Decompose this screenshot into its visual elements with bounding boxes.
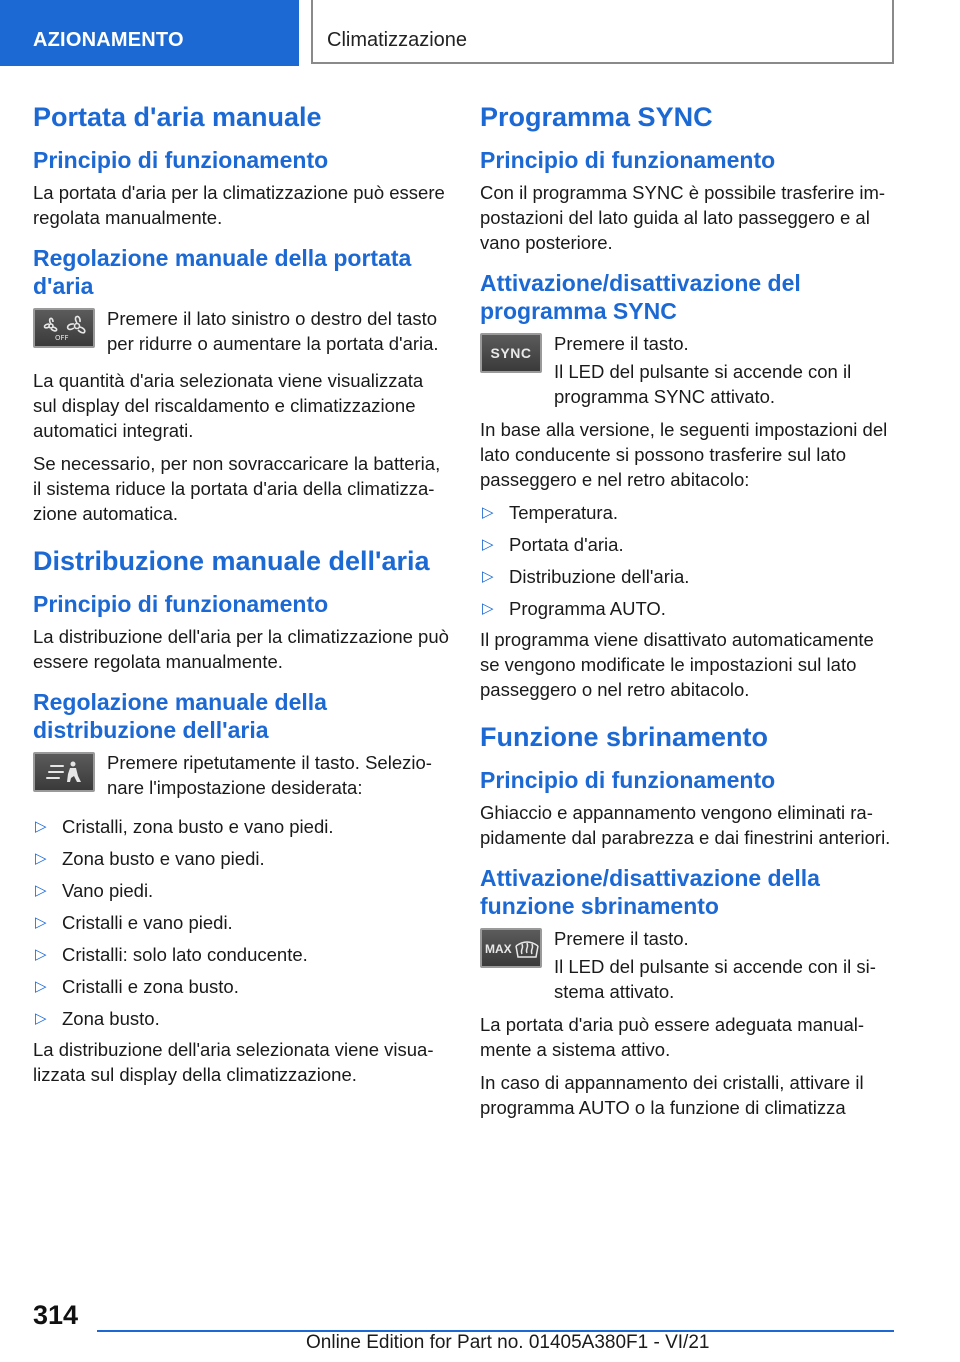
subheading-sync-activation: Attivazione/disattivazione del programma SYNC [480, 270, 801, 324]
list-item: ▷ Distribuzione dell'aria. [482, 566, 690, 587]
header-chapter-label: Climatizzazione [327, 29, 468, 51]
subheading-defrost-activation: Attivazione/disattivazione della funzione sbrinamento [480, 865, 820, 919]
subheading-principle-3: Principio di funzionamento [480, 147, 776, 173]
subheading-manual-air-flow: Regolazione manuale della portata d'aria [33, 245, 412, 299]
subheading-principle-1: Principio di funzionamento [33, 147, 329, 173]
list-item: ▷ Portata d'aria. [482, 534, 624, 555]
sync-button-icon [480, 333, 542, 373]
sync-settings-list [480, 500, 898, 621]
paragraph: La distribuzione dell'aria per la climatizzazione può essere regolata manualmente. [33, 626, 449, 672]
air-distribution-icon [33, 752, 95, 792]
bullet-triangle-icon: ▷ [35, 914, 47, 931]
list-item: ▷ Cristalli, zona busto e vano piedi. [35, 816, 334, 837]
subheading-manual-distribution: Regolazione manuale della distribuzione dell'aria [33, 689, 327, 743]
header-section-tab [0, 0, 299, 66]
section-title-sync: Programma SYNC [480, 102, 713, 132]
paragraph: Se necessario, per non sovraccaricare la batteria, il sistema riduce la portata d'aria della climatizzazione automatica. [33, 453, 441, 524]
paragraph: Il LED del pulsante si accende con il sistema attivato. [554, 956, 876, 1002]
header-section-label: AZIONAMENTO [33, 29, 184, 51]
list-item: ▷ Zona busto e vano piedi. [35, 848, 265, 869]
list-item: ▷ Cristalli: solo lato conducente. [35, 944, 308, 965]
paragraph: La portata d'aria può essere adeguata manualmente a sistema attivo. [480, 1014, 865, 1060]
page-number: 314 [33, 1300, 79, 1330]
paragraph: Premere il tasto. [554, 333, 689, 354]
svg-text:OFF: OFF [55, 334, 69, 342]
left-column [33, 100, 451, 1095]
subheading-principle-4: Principio di funzionamento [480, 767, 776, 793]
bullet-triangle-icon: ▷ [482, 504, 494, 521]
paragraph: La portata d'aria per la climatizzazione può essere regolata manualmente. [33, 182, 445, 228]
subheading-principle-2: Principio di funzionamento [33, 591, 329, 617]
paragraph: In caso di appannamento dei cristalli, attivare il programma AUTO o la funzione di climatizza [480, 1072, 864, 1118]
paragraph: Premere il tasto. [554, 928, 689, 949]
footer-edition: Online Edition for Part no. 01405A380F1 - VI/21 [306, 1332, 710, 1353]
paragraph: La quantità d'aria selezionata viene visualizzata sul display del riscaldamento e climatizzazione automatici integrati. [33, 370, 424, 441]
paragraph: Il LED del pulsante si accende con il programma SYNC attivato. [554, 361, 852, 407]
section-title-air-flow: Portata d'aria manuale [33, 102, 322, 132]
paragraph: Con il programma SYNC è possibile trasferire impostazioni del lato guida al lato passeggero e al vano posteriore. [480, 182, 886, 253]
bullet-triangle-icon: ▷ [35, 1010, 47, 1027]
bullet-triangle-icon: ▷ [35, 850, 47, 867]
bullet-triangle-icon: ▷ [482, 536, 494, 553]
bullet-triangle-icon: ▷ [482, 568, 494, 585]
bullet-triangle-icon: ▷ [35, 882, 47, 899]
distribution-options-list [33, 814, 451, 1031]
fan-button-icon [33, 308, 95, 348]
list-item: ▷ Cristalli e vano piedi. [35, 912, 233, 933]
sync-label: SYNC [490, 345, 532, 361]
air-flow-instruction [33, 306, 451, 362]
paragraph: La distribuzione dell'aria selezionata viene visualizzata sul display della climatizzazione. [33, 1039, 434, 1085]
right-column [480, 100, 898, 1128]
paragraph: Ghiaccio e appannamento vengono eliminati rapidamente dal parabrezza e dai finestrini anteriori. [480, 802, 891, 848]
list-item: ▷ Zona busto. [35, 1008, 160, 1029]
list-item: ▷ Cristalli e zona busto. [35, 976, 239, 997]
paragraph: Premere il lato sinistro o destro del tasto per ridurre o aumentare la portata d'aria. [107, 308, 439, 354]
header-chapter-tab [311, 0, 894, 64]
section-title-air-distribution: Distribuzione manuale dell'aria [33, 546, 430, 576]
bullet-triangle-icon: ▷ [482, 600, 494, 617]
list-item: ▷ Temperatura. [482, 502, 618, 523]
distribution-instruction [33, 750, 451, 806]
bullet-triangle-icon: ▷ [35, 818, 47, 835]
bullet-triangle-icon: ▷ [35, 946, 47, 963]
paragraph: Premere ripetutamente il tasto. Selezionare l'impostazione desiderata: [107, 752, 432, 798]
section-title-defrost: Funzione sbrinamento [480, 722, 769, 752]
list-item: ▷ Vano piedi. [35, 880, 154, 901]
paragraph: In base alla versione, le seguenti impostazioni del lato conducente si possono trasferire sul lato passeggero e nel retro abitacolo: [480, 419, 888, 490]
max-defrost-button-icon [480, 928, 542, 968]
bullet-triangle-icon: ▷ [35, 978, 47, 995]
list-item: ▷ Programma AUTO. [482, 598, 666, 619]
paragraph: Il programma viene disattivato automaticamente se vengono modificate le impostazioni sul lato passeggero o nel retro abitacolo. [480, 629, 874, 700]
svg-text:MAX: MAX [485, 942, 512, 956]
